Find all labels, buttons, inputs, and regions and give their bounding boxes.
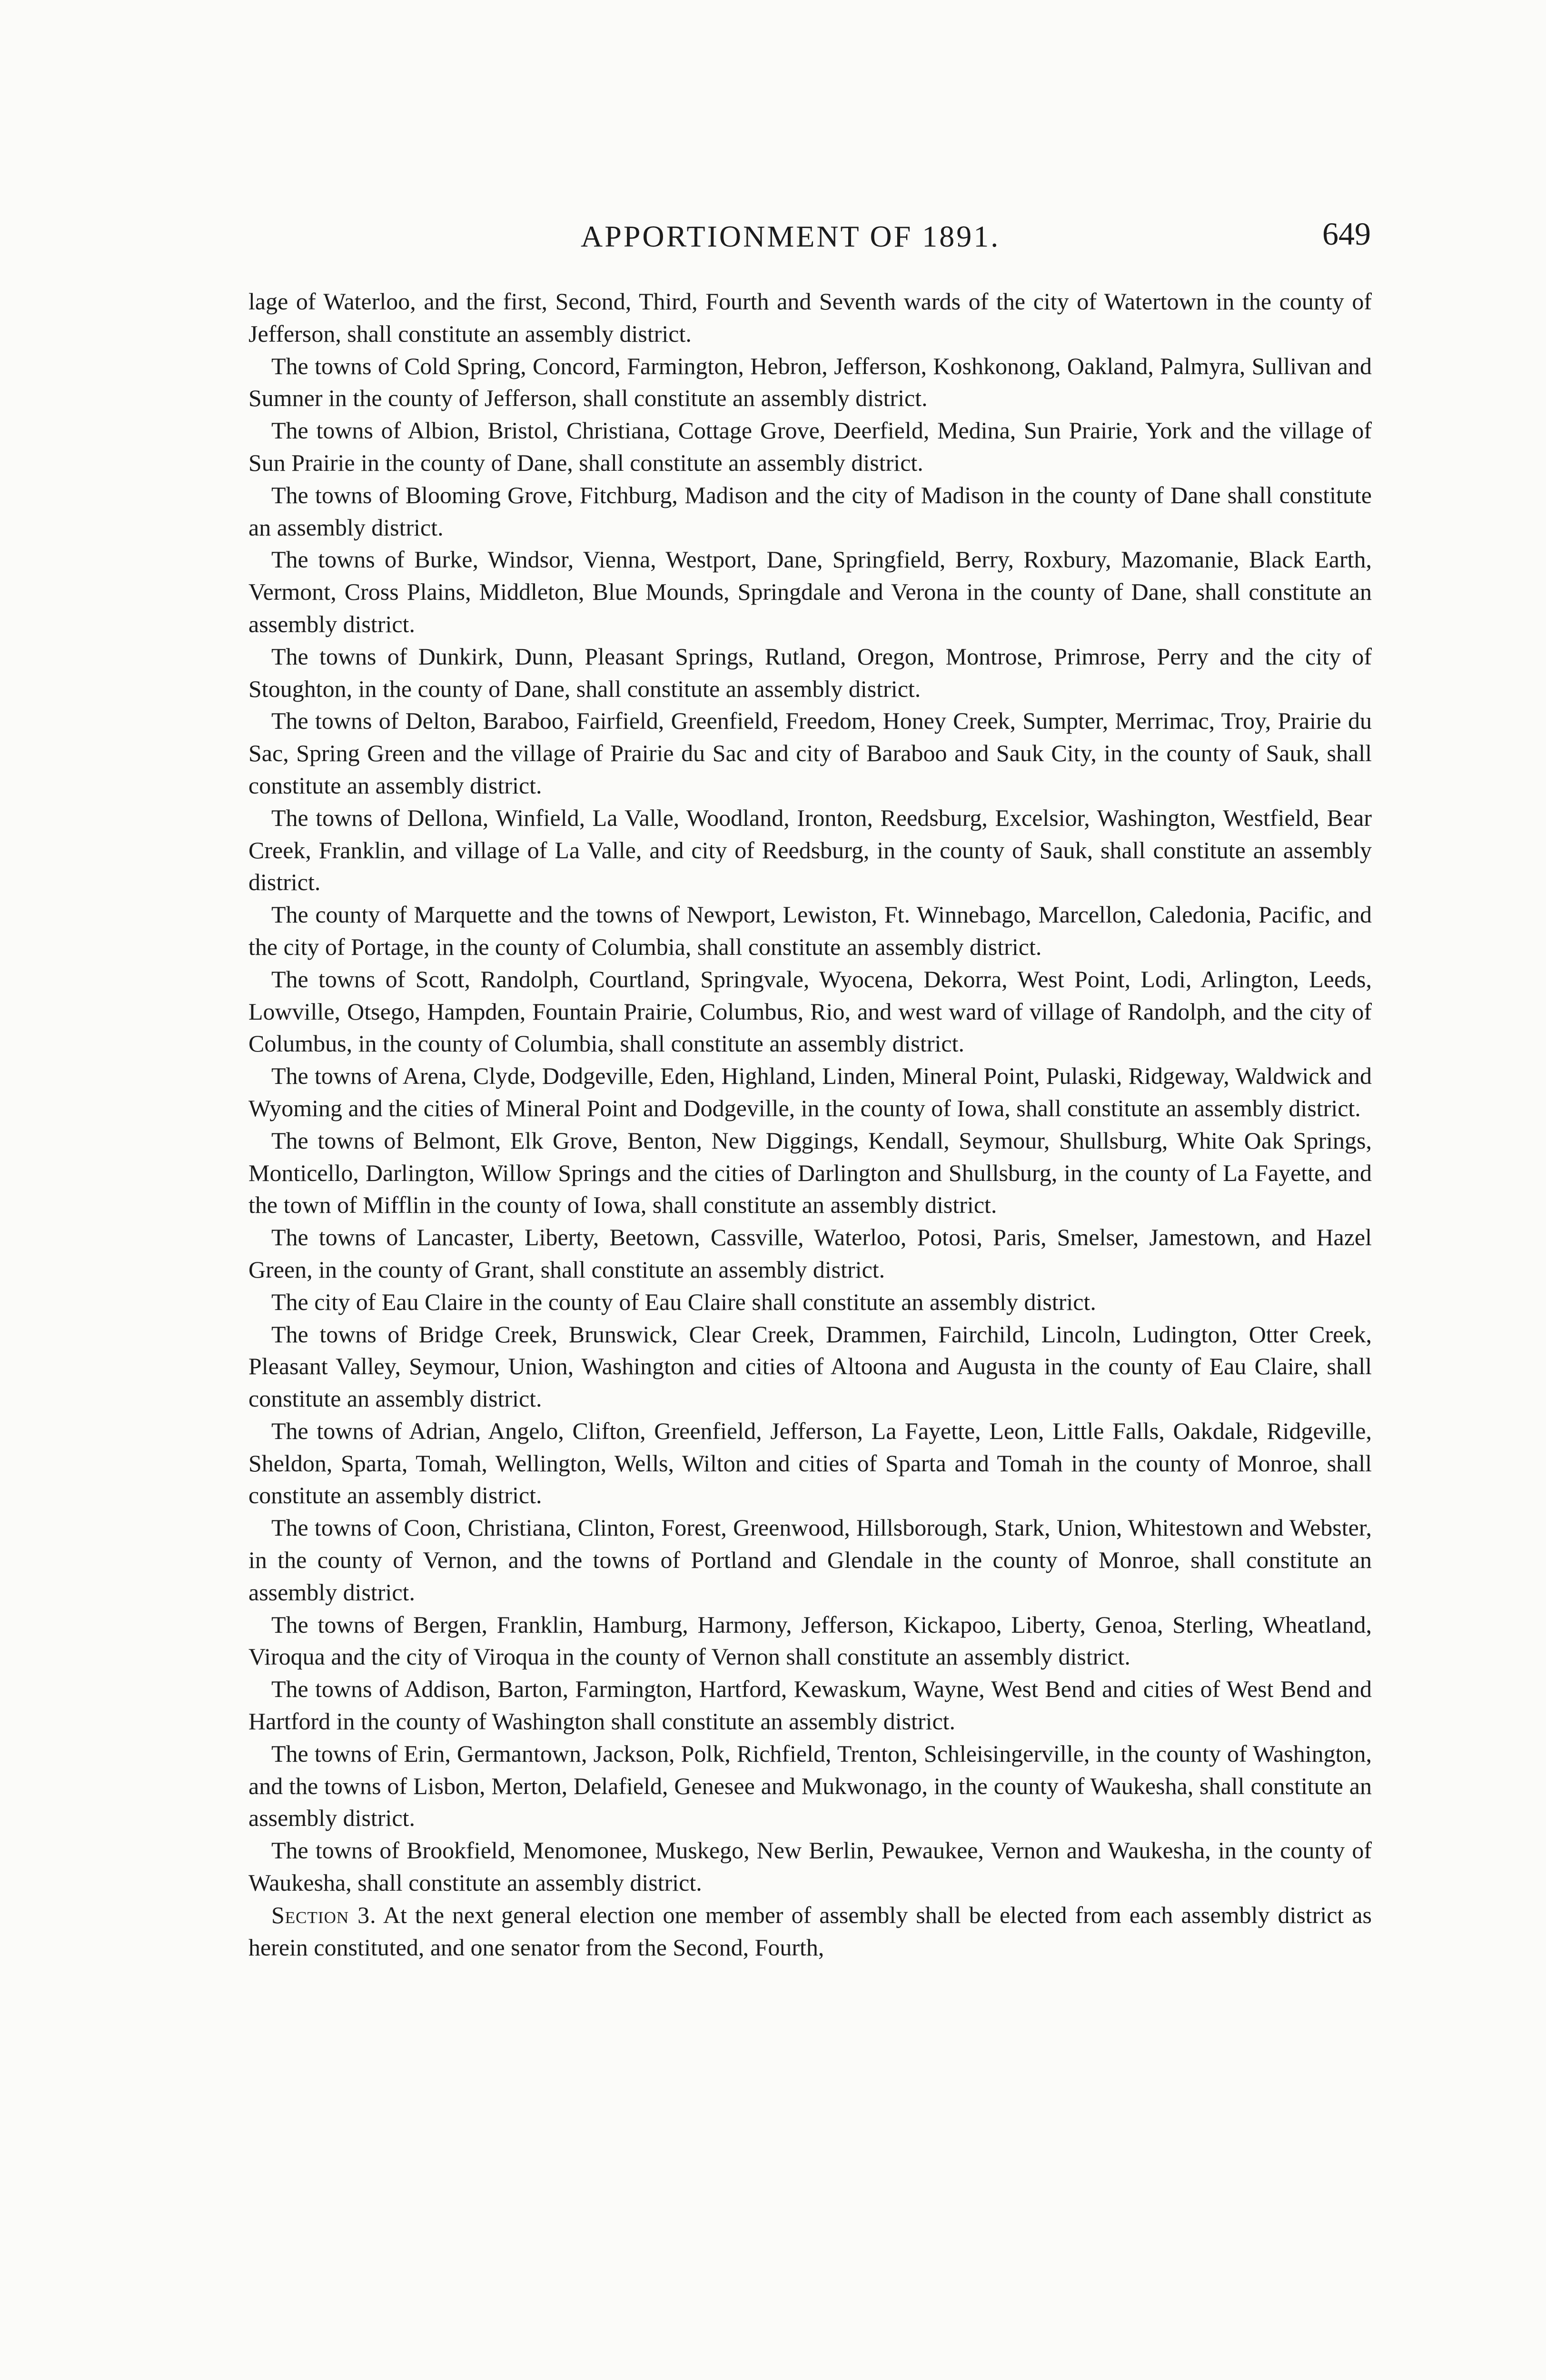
body-text [248, 286, 1372, 1964]
paragraph: The towns of Dellona, Winfield, La Valle, Woodland, Ironton, Reedsburg, Excelsior, Washington, Westfield, Bear Creek, Franklin, and village of La Valle, and city of Reedsburg, in the county of Sauk, shall constitute an assembly district. [248, 804, 1372, 896]
paragraph: The towns of Bridge Creek, Brunswick, Clear Creek, Drammen, Fairchild, Lincoln, Ludington, Otter Creek, Pleasant Valley, Seymour, Union, Washington and cities of Altoona and Augusta in the county of Eau Claire, shall constitute an assembly district. [248, 1320, 1372, 1412]
paragraph: The towns of Erin, Germantown, Jackson, Polk, Richfield, Trenton, Schleisingerville, in the county of Washington, and the towns of Lisbon, Merton, Delafield, Genesee and Mukwonago, in the county of Waukesha, shall constitute an assembly district. [248, 1740, 1372, 1832]
paragraph: The county of Marquette and the towns of Newport, Lewiston, Ft. Winnebago, Marcellon, Caledonia, Pacific, and the city of Portage, in the county of Columbia, shall constitute an assembly district. [248, 901, 1372, 960]
paragraph: The towns of Brookfield, Menomonee, Muskego, New Berlin, Pewaukee, Vernon and Waukesha, in the county of Waukesha, shall constitute an assembly district. [248, 1837, 1372, 1896]
running-title: APPORTIONMENT OF 1891. [581, 219, 1001, 253]
paragraph: The towns of Coon, Christiana, Clinton, Forest, Greenwood, Hillsborough, Stark, Union, Whitestown and Webster, in the county of Vernon, and the towns of Portland and Glendale in the county of Monroe, shall constitute an assembly district. [248, 1514, 1372, 1606]
paragraph: The towns of Delton, Baraboo, Fairfield, Greenfield, Freedom, Honey Creek, Sumpter, Merrimac, Troy, Prairie du Sac, Spring Green and the village of Prairie du Sac and city of Baraboo and Sauk City, in the county of Sauk, shall constitute an assembly district. [248, 707, 1372, 799]
page-header [248, 216, 1371, 262]
paragraph: The towns of Belmont, Elk Grove, Benton, New Diggings, Kendall, Seymour, Shullsburg, White Oak Springs, Monticello, Darlington, Willow Springs and the cities of Darlington and Shullsburg, in the county of La Fayette, and the town of Mifflin in the county of Iowa, shall constitute an assembly district. [248, 1127, 1372, 1219]
paragraph: The towns of Dunkirk, Dunn, Pleasant Springs, Rutland, Oregon, Montrose, Primrose, Perry and the city of Stoughton, in the county of Dane, shall constitute an assembly district. [248, 643, 1372, 702]
paragraph: The towns of Adrian, Angelo, Clifton, Greenfield, Jefferson, La Fayette, Leon, Little Falls, Oakdale, Ridgeville, Sheldon, Sparta, Tomah, Wellington, Wells, Wilton and cities of Sparta and Tomah in the county of Monroe, shall constitute an assembly district. [248, 1417, 1372, 1509]
paragraph: The towns of Bergen, Franklin, Hamburg, Harmony, Jefferson, Kickapoo, Liberty, Genoa, Sterling, Wheatland, Viroqua and the city of Viroqua in the county of Vernon shall constitute an assembly district. [248, 1611, 1372, 1670]
paragraph: The towns of Lancaster, Liberty, Beetown, Cassville, Waterloo, Potosi, Paris, Smelser, Jamestown, and Hazel Green, in the county of Grant, shall constitute an assembly district. [248, 1224, 1372, 1283]
paragraph: The towns of Scott, Randolph, Courtland, Springvale, Wyocena, Dekorra, West Point, Lodi, Arlington, Leeds, Lowville, Otsego, Hampden, Fountain Prairie, Columbus, Rio, and west ward of village of Randolph, and the city of Columbus, in the county of Columbia, shall constitute an assembly district. [248, 965, 1372, 1057]
section-paragraph [248, 1899, 1372, 1964]
paragraph: The city of Eau Claire in the county of Eau Claire shall constitute an assembly district. [271, 1288, 1096, 1315]
section-label: Section 3. [271, 1901, 377, 1928]
paragraph-continuation: lage of Waterloo, and the first, Second, Third, Fourth and Seventh wards of the city of Watertown in the county of Jefferson, shall constitute an assembly district. [248, 288, 1372, 347]
paragraph: The towns of Albion, Bristol, Christiana, Cottage Grove, Deerfield, Medina, Sun Prairie, York and the village of Sun Prairie in the county of Dane, shall constitute an assembly district. [248, 417, 1372, 476]
page-number: 649 [1322, 216, 1371, 252]
paragraph: The towns of Blooming Grove, Fitchburg, Madison and the city of Madison in the county of Dane shall constitute an assembly district. [248, 481, 1372, 541]
paragraph: The towns of Arena, Clyde, Dodgeville, Eden, Highland, Linden, Mineral Point, Pulaski, Ridgeway, Waldwick and Wyoming and the cities of Mineral Point and Dodgeville, in the county of Iowa, shall constitute an assembly district. [248, 1062, 1372, 1121]
paragraph: The towns of Addison, Barton, Farmington, Hartford, Kewaskum, Wayne, West Bend and cities of West Bend and Hartford in the county of Washington shall constitute an assembly district. [248, 1676, 1372, 1735]
paragraph: The towns of Cold Spring, Concord, Farmington, Hebron, Jefferson, Koshkonong, Oakland, Palmyra, Sullivan and Sumner in the county of Jefferson, shall constitute an assembly district. [248, 352, 1372, 412]
section-text: At the next general election one member of assembly shall be elected from each assembly district as herein constituted, and one senator from the Second, Fourth, [248, 1901, 1372, 1961]
paragraph: The towns of Burke, Windsor, Vienna, Westport, Dane, Springfield, Berry, Roxbury, Mazomanie, Black Earth, Vermont, Cross Plains, Middleton, Blue Mounds, Springdale and Verona in the county of Dane, shall constitute an assembly district. [248, 546, 1372, 637]
